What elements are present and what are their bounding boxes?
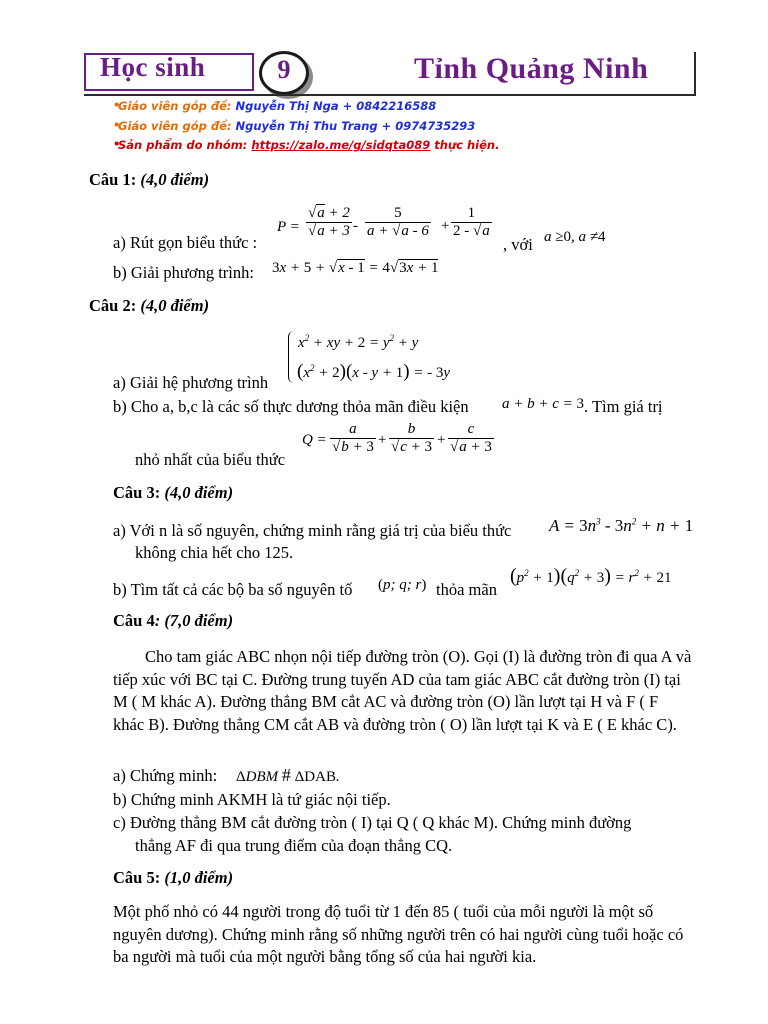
q1-a-text: a) Rút gọn biểu thức :: [113, 233, 258, 252]
credit-line-2: • Giáo viên góp đề: Nguyễn Thị Thu Trang + 0974735293: [113, 118, 476, 133]
header-underline: [84, 94, 696, 96]
q2-fraction-2: $\frac{b}{√c + 3}$: [391, 421, 433, 455]
q2-b-text: b) Cho a, b,c là các số thực dương thỏa mãn điều kiện: [113, 397, 469, 416]
q2-eq-1: $x^2$ + xy + $2 = y^2 + y$: [298, 333, 419, 351]
q2-a-text: a) Giải hệ phương trình: [113, 373, 269, 392]
q2-heading: Câu 2: (4,0 điểm): [89, 296, 210, 315]
q2-system-brace: [288, 331, 296, 383]
q4-paragraph: Cho tam giác ABC nhọn nội tiếp đường tròn (O). Gọi (I) là đường tròn đi qua A và tiếp xúc với BC tại C. Đường trung tuyến AD của tam giác ABC cắt đường tròn (I) tại M ( M khác A). Đường thẳng BM cắt AC và đường tròn (O) lần lượt tại H và F ( F khác B). Đường thẳng CM cắt AB và đường tròn ( O) lần lượt tại K và E ( E khác C).: [113, 647, 692, 734]
q3-b-equation: $(p^2 + 1)(q^2 + 3) = r^2 + 21$: [510, 565, 672, 587]
q1-heading: Câu 1: (4,0 điểm): [89, 170, 210, 189]
q5-heading: Câu 5: (1,0 điểm): [113, 868, 234, 887]
q4-a-similar: ΔDBM # ΔDAB.: [236, 765, 340, 785]
q3-heading: Câu 3: (4,0 điểm): [113, 483, 234, 502]
header-title-left: Học sinh: [100, 52, 206, 82]
q2-b-condition: a + b + c = 3: [502, 396, 585, 412]
q1-b-text: b) Giải phương trình:: [113, 263, 254, 282]
q2-fraction-3: $\frac{c}{√a + 3}$: [450, 421, 492, 455]
q2-fraction-1: $\frac{a}{√b + 3}$: [332, 421, 374, 455]
q4-b-text: b) Chứng minh AKMH là tứ giác nội tiếp.: [113, 790, 391, 809]
q2-eq-2: $(x^2 + 2)(x - y + 1)$ = - 3y: [297, 361, 451, 382]
q3-b-text: b) Tìm tất cả các bộ ba số nguyên tố: [113, 580, 353, 599]
header-number: 9: [277, 55, 291, 84]
q1-fraction-3: $\frac{1}{2 - √a}$: [453, 205, 490, 239]
header-right-border: [694, 52, 696, 96]
q4-c-text2: thẳng AF đi qua trung điểm của đoạn thẳng CQ.: [135, 836, 453, 855]
q3-b-triple: (p; q; r): [378, 577, 427, 593]
q1-b-equation: 3x + 5 + √x - 1 = 4√3x + 1: [272, 260, 439, 276]
credit-line-3: • Sản phẩm do nhóm: https://zalo.me/g/sidqta089 thực hiện.: [113, 137, 500, 152]
q5-paragraph: Một phố nhỏ có 44 người trong độ tuổi từ 1 đến 85 ( tuổi của mỗi người là một số nguyên dương). Chứng minh rằng số những người trên có hai người cùng tuổi hoặc có ba người mà tuổi của một người bằng tổng số của hai người kia.: [113, 902, 684, 967]
q1-expr-lhs: P =: [277, 219, 300, 235]
q4-a-text: a) Chứng minh:: [113, 766, 218, 785]
q3-a-text2: không chia hết cho 125.: [135, 543, 294, 562]
q4-c-text: c) Đường thẳng BM cắt đường tròn ( I) tại Q ( Q khác M). Chứng minh đường: [113, 813, 632, 832]
group-link[interactable]: https://zalo.me/g/sidqta089: [251, 138, 431, 152]
q1-fraction-2: $\frac{5}{a + √a - 6}$: [367, 205, 429, 239]
q3-a-text: a) Với n là số nguyên, chứng minh rằng giá trị của biểu thức: [113, 521, 512, 540]
credit-line-1: • Giáo viên góp đề: Nguyễn Thị Nga + 0842216588: [113, 98, 437, 113]
q3-b-text2: thỏa mãn: [436, 580, 497, 599]
q1-a-condition: a ≥0, a ≠4: [544, 229, 606, 245]
header-title-right: Tỉnh Quảng Ninh: [414, 52, 649, 85]
q3-a-expr: $A = 3n^3 - 3n^2 + n + 1$: [549, 516, 694, 535]
q2-b-text3: nhỏ nhất của biểu thức: [135, 450, 286, 469]
q2-expr-lhs: Q =: [302, 432, 327, 448]
q1-a-cond: , với: [503, 235, 533, 254]
q1-fraction-1: $\frac{√a + 2}{√a + 3}$: [308, 205, 350, 239]
q4-heading: Câu 4: (7,0 điểm): [113, 611, 234, 630]
